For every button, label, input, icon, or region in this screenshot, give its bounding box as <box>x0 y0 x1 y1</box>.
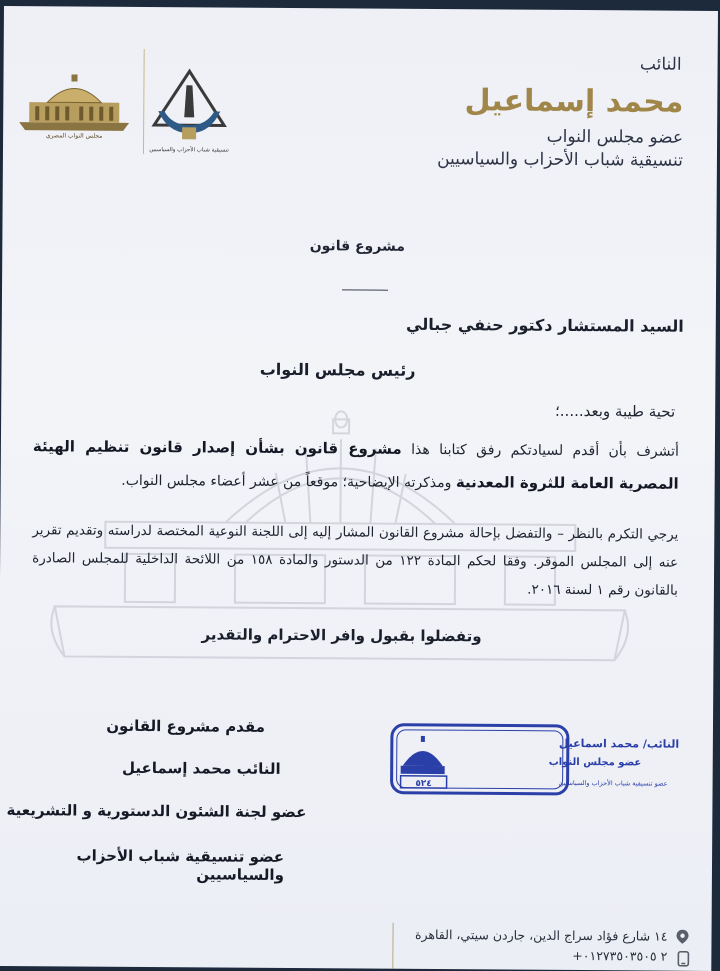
letter-subject: مشروع قانون <box>309 238 405 255</box>
letter-sheet <box>0 6 718 971</box>
header-role-coordination: تنسيقية شباب الأحزاب والسياسيين <box>437 149 684 171</box>
location-pin-icon <box>675 929 689 945</box>
paragraph-request: يرجي التكرم بالنظر – والتفضل بإحالة مشروع القانون المشار إليه إلى اللجنة النوعية المختصة لدراسته وتقديم تقرير عنه إلى المجلس الموقر. وفقا لحكم المادة ١٢٢ من الدستور والمادة ١٥٨ من اللائحة الداخلية للمجلس الصادرة بالقانون رقم ١ لسنة ٢٠١٦. <box>32 522 679 599</box>
addressee-name: السيد المستشار دكتور حنفي جبالي <box>406 314 684 336</box>
stamp-number: ٥٢٤ <box>415 778 432 790</box>
header-role-parliament: عضو مجلس النواب <box>546 126 684 148</box>
phone-icon <box>677 951 689 967</box>
addressee-title: رئيس مجلس النواب <box>259 359 416 380</box>
footer-address: ١٤ شارع فؤاد سراج الدين، جاردن سيتي، القاهرة <box>414 926 668 944</box>
header-name: محمد إسماعيل <box>464 83 684 120</box>
parliament-logo <box>15 68 133 139</box>
coordination-logo <box>148 67 231 158</box>
paragraph-introduction-start: أتشرف بأن أقدم لسيادتكم رفق كتابنا هذا <box>411 441 679 460</box>
closing-line: وتفضلوا بقبول وافر الاحترام والتقدير <box>201 625 482 646</box>
signature-line-3: عضو لجنة الشئون الدستورية و التشريعية <box>6 801 307 822</box>
stamp-line-1: النائب/ محمد اسماعيل <box>558 736 680 751</box>
signature-line-2: النائب محمد إسماعيل <box>121 758 281 778</box>
official-stamp <box>388 722 680 797</box>
header-divider <box>143 49 145 154</box>
footer-phone: +٢ ٠١٢٧٣٥٠٣٥٠٥ <box>572 947 668 964</box>
law-title: مشروع قانون بشأن إصدار قانون تنظيم الهيئة المصرية العامة للثروة المعدنية <box>32 437 679 493</box>
signature-line-4: عضو تنسيقية شباب الأحزاب والسياسيين <box>76 846 285 884</box>
paragraph-introduction-end: ومذكرته الإيضاحية؛ موقعاً من عشر أعضاء مجلس النواب. <box>121 472 452 492</box>
subject-rule <box>342 289 388 290</box>
signature-line-1: مقدم مشروع القانون <box>106 716 266 736</box>
parliament-logo-caption: مجلس النواب المصري <box>45 132 103 140</box>
coordination-logo-caption: تنسيقية شباب الأحزاب والسياسيين <box>149 147 229 154</box>
footer-divider <box>392 923 393 969</box>
stamp-line-2: عضو مجلس النواب <box>548 756 642 769</box>
paragraph-introduction <box>33 430 679 501</box>
greeting: تحية طيبة وبعد.....؛ <box>554 401 676 421</box>
stamp-line-3: عضو تنسيقية شباب الأحزاب والسياسيين <box>558 778 668 788</box>
header-title: النائب <box>639 54 682 75</box>
